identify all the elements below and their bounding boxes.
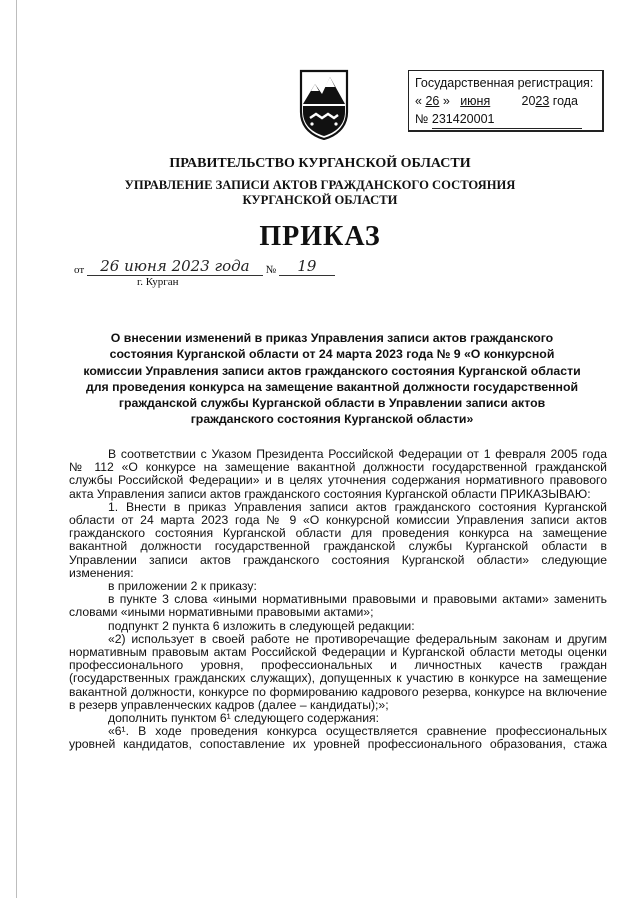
- government-name: ПРАВИТЕЛЬСТВО КУРГАНСКОЙ ОБЛАСТИ: [169, 156, 471, 171]
- registration-box: [408, 70, 604, 132]
- paragraph: 1. Внести в приказ Управления записи актов гражданского состояния Курганской области от 24 марта 2023 года № 9 «О конкурсной комиссии Управления записи актов гражданского состояния Курганской области для проведения конкурса на замещение вакантной должности государственной гражданской службы Курганской области в Управлении записи актов гражданского состояния Курганской области» следующие изменения:: [69, 499, 607, 580]
- paragraph: «6¹. В ходе проведения конкурса осуществляется сравнение профессиональных уровней кандидатов, сопоставление их уровней профессионального образования, стажа: [69, 724, 607, 752]
- department-line-2: КУРГАНСКОЙ ОБЛАСТИ: [242, 193, 398, 207]
- order-from-label: от: [74, 264, 85, 276]
- registration-quote-close: »: [442, 94, 450, 108]
- document-type: ПРИКАЗ: [259, 221, 381, 252]
- order-date-number: [74, 257, 335, 276]
- paragraph: в пункте 3 слова «иными нормативными правовыми и правовыми актами» заменить словами «иными нормативными правовыми актами»;: [69, 592, 607, 620]
- paragraph: «2) использует в своей работе не противоречащие федеральным законам и другим нормативным правовым актам Российской Федерации и Курганской области методы оценки профессионального уровня, профессиональных и личностных качеств граждан (государственных гражданских служащих), допущенных к участию в конкурсе на замещение вакантной должности, конкурсе по формированию кадрового резерва, конкурсе на включение в резерв управленческих кадров (далее – кандидаты);»;: [69, 631, 607, 712]
- order-city: г. Курган: [137, 276, 179, 288]
- order-date-handwritten: 26 июня 2023 года: [100, 257, 250, 275]
- order-title: О внесении изменений в приказ Управления записи актов гражданского состояния Курганской области от 24 марта 2023 года № 9 «О конкурсной комиссии Управления записи актов гражданского состояния Курганской области для проведения конкурса на замещение вакантной должности государственной гражданской службы Курганской области в Управлении записи актов гражданского состояния Курганской области»: [83, 331, 581, 427]
- registration-date: [415, 92, 596, 110]
- registration-year-word: года: [552, 94, 579, 108]
- department-name: [0, 178, 640, 208]
- order-number-handwritten: 19: [297, 257, 317, 275]
- department-line-1: УПРАВЛЕНИЕ ЗАПИСИ АКТОВ ГРАЖДАНСКОГО СОСТОЯНИЯ: [124, 178, 516, 192]
- registration-month: июня: [460, 94, 491, 108]
- order-body: [69, 448, 607, 752]
- registration-number: 231420001: [431, 112, 495, 126]
- paragraph: в приложении 2 к приказу:: [108, 579, 257, 594]
- registration-number-row: [415, 110, 596, 129]
- coat-of-arms-emblem: [298, 68, 350, 140]
- paragraph: дополнить пунктом 6¹ следующего содержания:: [108, 711, 380, 726]
- registration-year-prefix: 20: [521, 94, 536, 108]
- registration-day: 26: [425, 94, 440, 108]
- order-number-label: №: [265, 264, 277, 276]
- paragraph: подпункт 2 пункта 6 изложить в следующей редакции:: [108, 618, 415, 633]
- paragraph: В соответствии с Указом Президента Российской Федерации от 1 февраля 2005 года № 112 «О конкурсе на замещение вакантной должности государственной гражданской службы Российской Федерации» и в целях уточнения содержания нормативного правового акта Управления записи актов гражданского состояния Курганской области ПРИКАЗЫВАЮ:: [69, 447, 607, 501]
- registration-number-label: №: [415, 112, 429, 126]
- registration-title: Государственная регистрация:: [415, 76, 594, 90]
- scan-edge-line: [16, 0, 17, 898]
- registration-quote-open: «: [415, 94, 422, 108]
- registration-year-suffix: 23: [535, 94, 550, 108]
